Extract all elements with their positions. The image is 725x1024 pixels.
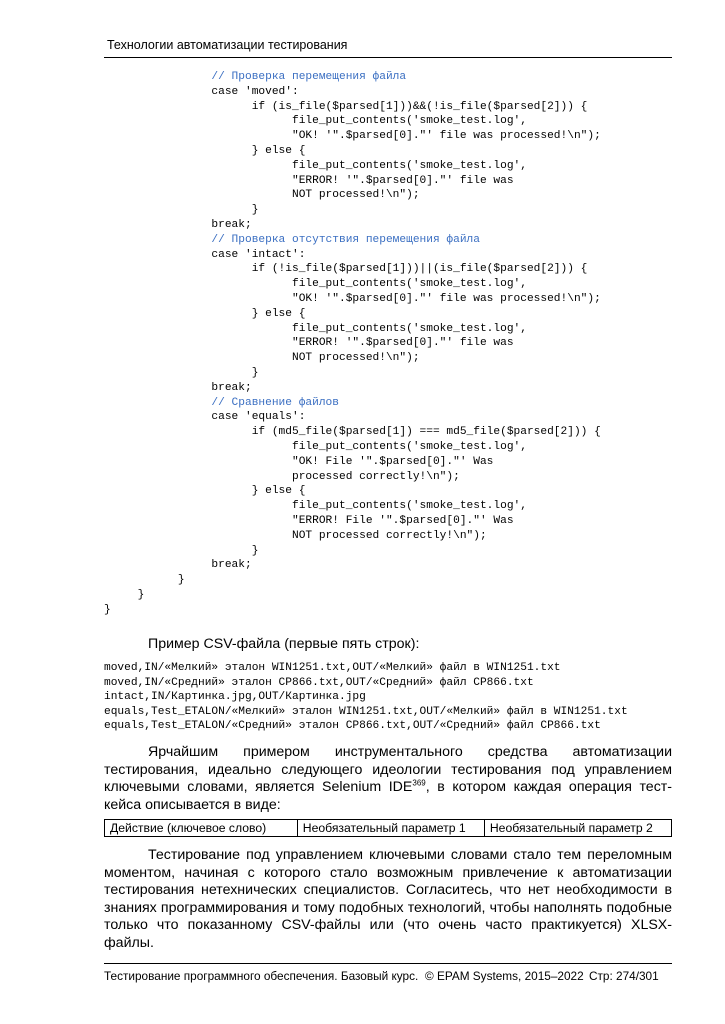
php-code-listing [104,70,679,617]
csv-line: moved,IN/«Средний» эталон CP866.txt,OUT/«Средний» файл CP866.txt [104,676,534,689]
code-line: } else { [104,307,306,320]
table-cell-param-1: Необязательный параметр 1 [297,820,484,837]
code-line: "ERROR! '".$parsed[0]."' file was [104,337,514,350]
code-line: } [104,366,259,379]
code-line: if (!is_file($parsed[1]))||(is_file($parsed[2])) { [104,263,588,276]
code-line: file_put_contents('smoke_test.log', [104,440,527,453]
code-line: } else { [104,144,306,157]
csv-intro-paragraph [104,636,672,654]
code-line: file_put_contents('smoke_test.log', [104,500,527,513]
code-line: } [104,544,259,557]
running-header-title: Технологии автоматизации тестирования [107,38,348,52]
code-line: "OK! '".$parsed[0]."' file was processed!\n"); [104,130,601,143]
footnote-ref: 369 [412,778,426,788]
csv-example-listing [104,661,628,734]
code-line: if (is_file($parsed[1]))&&(!is_file($parsed[2])) { [104,100,588,113]
csv-line: equals,Test_ETALON/«Средний» эталон CP866.txt,OUT/«Средний» файл CP866.txt [104,720,601,733]
table-cell-action: Действие (ключевое слово) [105,820,298,837]
code-line: case 'equals': [104,411,306,424]
code-line: file_put_contents('smoke_test.log', [104,322,527,335]
code-line: case 'moved': [104,85,299,98]
footer-page-number: Стр: 274/301 [589,969,659,983]
code-comment-line: // Проверка отсутствия перемещения файла [104,233,480,246]
code-line: } [104,588,145,601]
closing-paragraph-text: Тестирование под управлением ключевыми словами стало тем переломным моментом, начиная с которого стало возможным привлечение к автоматизации тестирования нетехнических специалистов. Согласитесь, что нет необходимости в знаниях программирования и тому подобных технологий, чтобы наполнять подобные только что показанному CSV-файлы или (что очень часто практикуется) XLSX-файлы. [104,847,672,951]
table-row [105,820,672,837]
code-line: } [104,603,111,616]
code-comment-line: // Проверка перемещения файла [104,71,407,83]
code-line: break; [104,381,252,394]
csv-line: intact,IN/Картинка.jpg,OUT/Картинка.jpg [104,691,366,704]
code-line: "ERROR! File '".$parsed[0]."' Was [104,514,514,527]
code-line: break; [104,218,252,231]
code-line: break; [104,559,252,572]
code-line: case 'intact': [104,248,306,261]
code-comment-line: // Сравнение файлов [104,396,339,409]
code-line: } [104,204,259,217]
footer-divider [104,963,672,964]
code-line: NOT processed correctly!\n"); [104,529,487,542]
code-line: "OK! '".$parsed[0]."' file was processed!\n"); [104,292,601,305]
footer-book-title: Тестирование программного обеспечения. Базовый курс. [104,969,419,983]
code-line: "OK! File '".$parsed[0]."' Was [104,455,494,468]
csv-intro-text: Пример CSV-файла (первые пять строк): [148,636,420,652]
code-line: NOT processed!\n"); [104,189,420,202]
selenium-paragraph-tail: , в котором каждая операция тест-кейса описывается в виде: [104,779,673,813]
table-cell-param-2: Необязательный параметр 2 [484,820,671,837]
code-line: processed correctly!\n"); [104,470,460,483]
csv-line: moved,IN/«Мелкий» эталон WIN1251.txt,OUT/«Мелкий» файл в WIN1251.txt [104,662,561,674]
keyword-operation-table [104,819,672,837]
code-line: } else { [104,485,306,498]
code-line: "ERROR! '".$parsed[0]."' file was [104,174,514,187]
code-line: } [104,574,185,587]
code-line: file_put_contents('smoke_test.log', [104,115,527,128]
footer-copyright: © EPAM Systems, 2015–2022 [425,969,584,983]
code-line: if (md5_file($parsed[1]) === md5_file($parsed[2])) { [104,426,601,439]
code-line: NOT processed!\n"); [104,352,420,365]
code-line: file_put_contents('smoke_test.log', [104,278,527,291]
selenium-paragraph [104,744,672,814]
csv-line: equals,Test_ETALON/«Мелкий» эталон WIN1251.txt,OUT/«Мелкий» файл в WIN1251.txt [104,705,628,718]
header-divider [104,57,672,58]
selenium-paragraph-text: Ярчайшим примером инструментального средства автоматизации тестирования, идеально следующего идеологии тестирования под управлением ключевыми словами, является Selenium IDE [104,744,672,796]
closing-paragraph [104,847,672,953]
code-line: file_put_contents('smoke_test.log', [104,159,527,172]
